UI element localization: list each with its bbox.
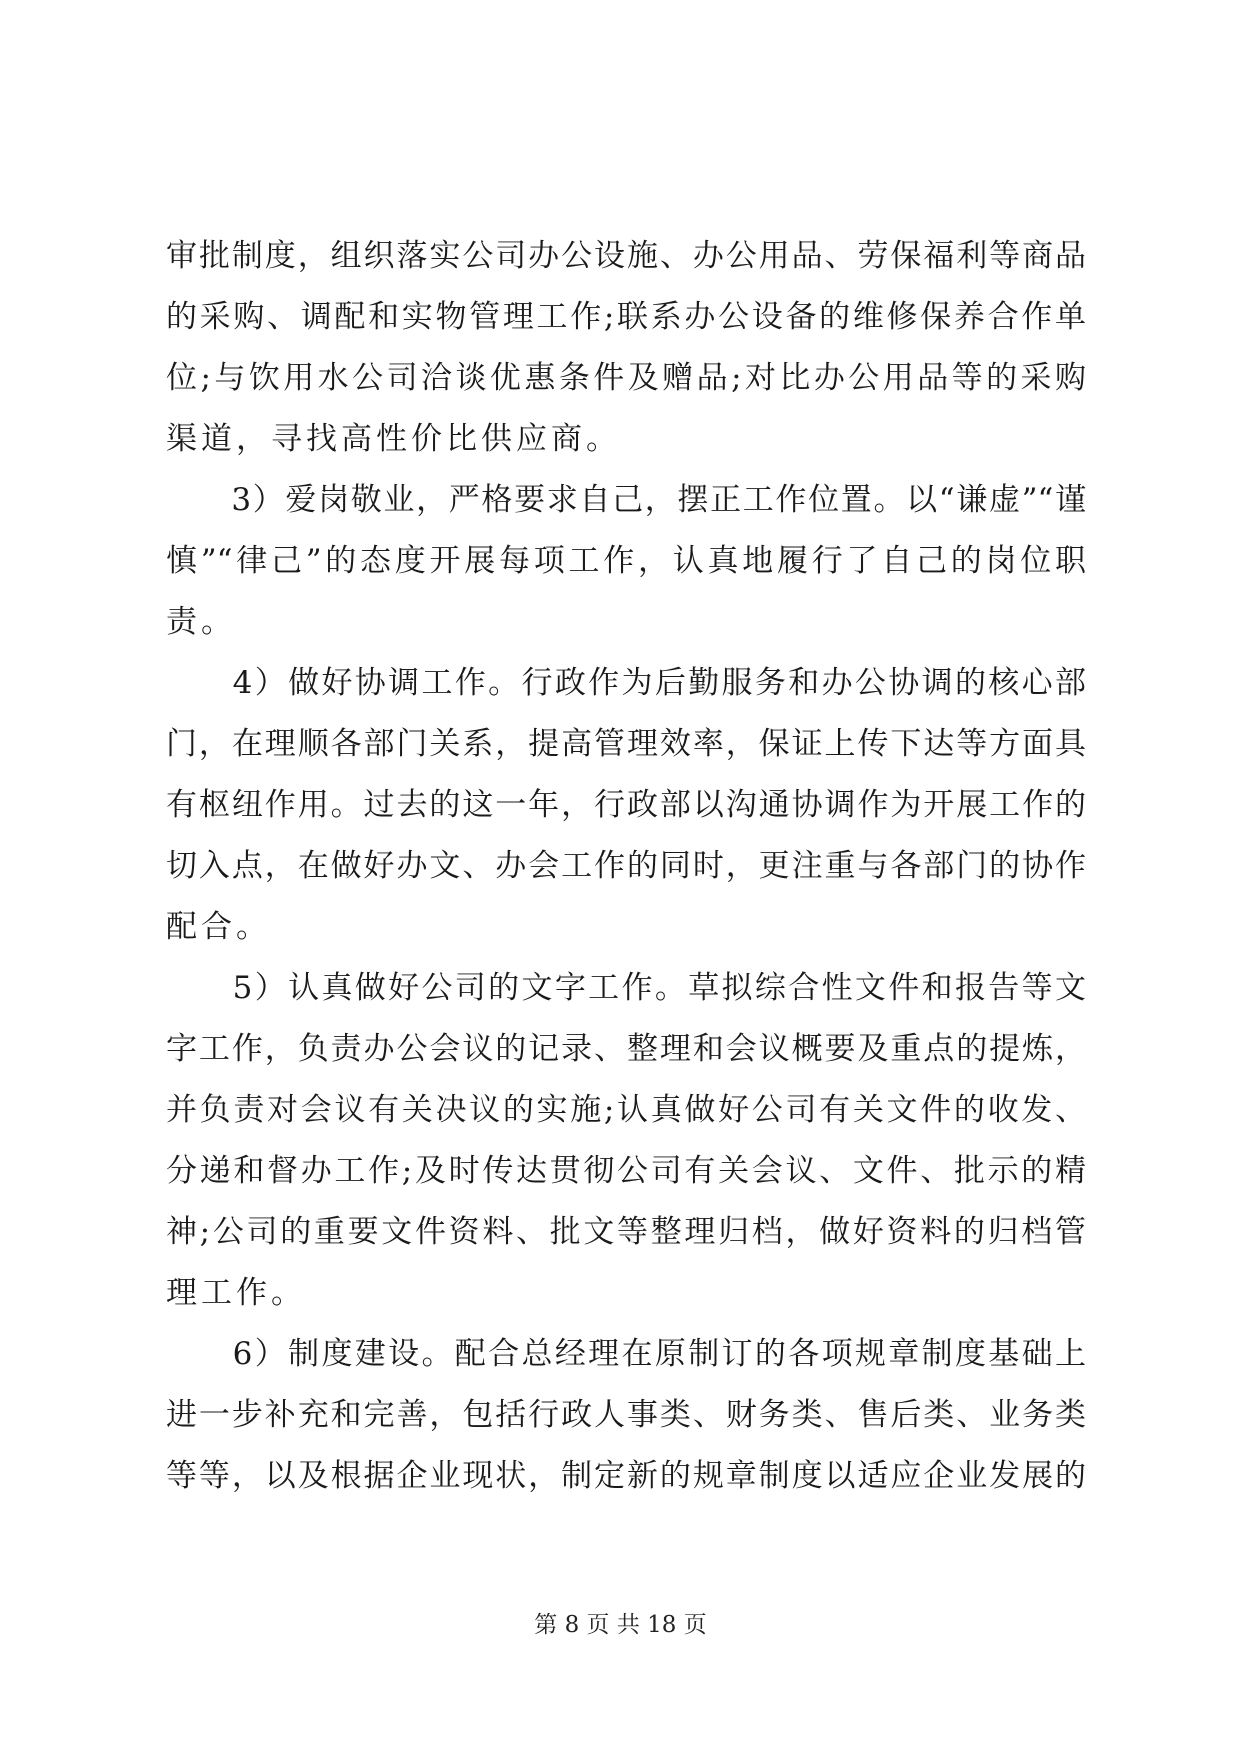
text-line: 3）爱岗敬业，严格要求自己，摆正工作位置。以“谦虚”“谨 — [166, 482, 1086, 518]
text-line: 进一步补充和完善，包括行政人事类、财务类、售后类、业务类 — [166, 1397, 1086, 1433]
text-line: 神;公司的重要文件资料、批文等整理归档，做好资料的归档管 — [166, 1214, 1086, 1250]
paragraph — [166, 958, 1086, 1324]
page-number-footer: 第 8 页 共 18 页 — [534, 1612, 707, 1638]
text-line: 并负责对会议有关决议的实施;认真做好公司有关文件的收发、 — [166, 1092, 1086, 1128]
text-line: 慎”“律己”的态度开展每项工作，认真地履行了自己的岗位职 — [166, 543, 1086, 579]
text-line: 字工作，负责办公会议的记录、整理和会议概要及重点的提炼， — [166, 1031, 1086, 1067]
document-body — [166, 226, 1086, 1507]
text-line: 分递和督办工作;及时传达贯彻公司有关会议、文件、批示的精 — [166, 1153, 1086, 1189]
text-line: 的采购、调配和实物管理工作;联系办公设备的维修保养合作单 — [166, 299, 1086, 335]
text-line: 渠道，寻找高性价比供应商。 — [166, 421, 621, 457]
text-line: 门，在理顺各部门关系，提高管理效率，保证上传下达等方面具 — [166, 726, 1086, 762]
text-line: 6）制度建设。配合总经理在原制订的各项规章制度基础上 — [166, 1336, 1086, 1372]
text-line: 配合。 — [166, 909, 271, 945]
paragraph — [166, 1324, 1086, 1507]
text-line: 责。 — [166, 604, 236, 640]
text-line: 审批制度，组织落实公司办公设施、办公用品、劳保福利等商品 — [166, 238, 1086, 274]
paragraph — [166, 226, 1086, 470]
paragraph — [166, 653, 1086, 958]
text-line: 5）认真做好公司的文字工作。草拟综合性文件和报告等文 — [166, 970, 1086, 1006]
text-line: 4）做好协调工作。行政作为后勤服务和办公协调的核心部 — [166, 665, 1086, 701]
paragraph — [166, 470, 1086, 653]
text-line: 位;与饮用水公司洽谈优惠条件及赠品;对比办公用品等的采购 — [166, 360, 1086, 396]
text-line: 有枢纽作用。过去的这一年，行政部以沟通协调作为开展工作的 — [166, 787, 1086, 823]
text-line: 切入点，在做好办文、办会工作的同时，更注重与各部门的协作 — [166, 848, 1086, 884]
text-line: 等等，以及根据企业现状，制定新的规章制度以适应企业发展的 — [166, 1458, 1086, 1494]
text-line: 理工作。 — [166, 1275, 306, 1311]
